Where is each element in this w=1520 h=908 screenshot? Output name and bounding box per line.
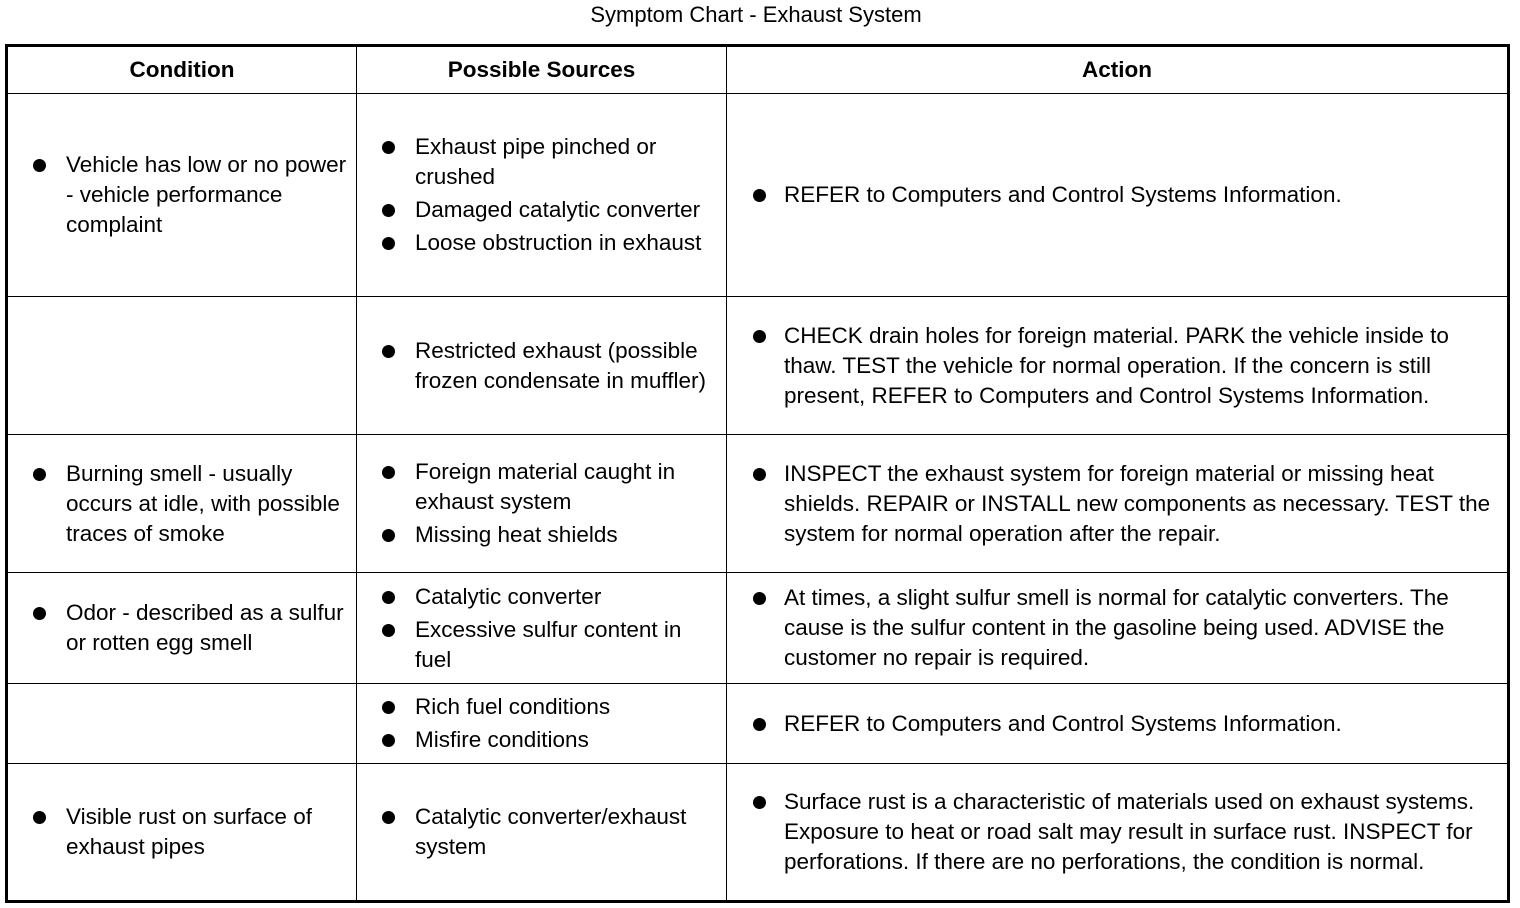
table-row (7, 573, 1509, 684)
source-item: Damaged catalytic converter (357, 195, 726, 225)
sources-cell (357, 684, 727, 764)
source-item: Missing heat shields (357, 520, 726, 550)
table-row (7, 94, 1509, 297)
table-row (7, 297, 1509, 435)
source-item: Catalytic converter (357, 582, 726, 612)
action-item: INSPECT the exhaust system for foreign material or missing heat shields. REPAIR or INSTALL new components as necessary. TEST the system for normal operation after the repair. (727, 459, 1507, 549)
condition-item: Vehicle has low or no power - vehicle performance complaint (8, 150, 356, 240)
source-item: Exhaust pipe pinched or crushed (357, 132, 726, 192)
table-row (7, 764, 1509, 902)
symptom-chart-table (5, 44, 1510, 903)
source-item: Restricted exhaust (possible frozen condensate in muffler) (357, 336, 726, 396)
action-cell (727, 297, 1509, 435)
action-item: At times, a slight sulfur smell is normal for catalytic converters. The cause is the sulfur content in the gasoline being used. ADVISE the customer no repair is required. (727, 583, 1507, 673)
source-item: Rich fuel conditions (357, 692, 726, 722)
table-row (7, 435, 1509, 573)
action-item: Surface rust is a characteristic of materials used on exhaust systems. Exposure to heat or road salt may result in surface rust. INSPECT for perforations. If there are no perforations, the condition is normal. (727, 787, 1507, 877)
sources-cell (357, 94, 727, 297)
condition-item: Burning smell - usually occurs at idle, with possible traces of smoke (8, 459, 356, 549)
condition-cell (7, 573, 357, 684)
condition-cell (7, 94, 357, 297)
possible-sources-header: Possible Sources (357, 46, 727, 94)
page-title: Symptom Chart - Exhaust System (590, 2, 922, 27)
action-cell (727, 573, 1509, 684)
action-item: REFER to Computers and Control Systems Information. (727, 709, 1507, 739)
action-cell (727, 684, 1509, 764)
sources-cell (357, 764, 727, 902)
source-item: Foreign material caught in exhaust system (357, 457, 726, 517)
source-item: Loose obstruction in exhaust (357, 228, 726, 258)
table-row (7, 684, 1509, 764)
condition-item: Odor - described as a sulfur or rotten egg smell (8, 598, 356, 658)
action-item: REFER to Computers and Control Systems Information. (727, 180, 1507, 210)
condition-header: Condition (7, 46, 357, 94)
condition-cell (7, 684, 357, 764)
condition-cell (7, 764, 357, 902)
condition-cell (7, 297, 357, 435)
sources-cell (357, 573, 727, 684)
sources-cell (357, 297, 727, 435)
action-header: Action (727, 46, 1509, 94)
header-row (7, 46, 1509, 94)
action-cell (727, 94, 1509, 297)
action-cell (727, 435, 1509, 573)
sources-cell (357, 435, 727, 573)
condition-cell (7, 435, 357, 573)
source-item: Catalytic converter/exhaust system (357, 802, 726, 862)
action-item: CHECK drain holes for foreign material. PARK the vehicle inside to thaw. TEST the vehicle for normal operation. If the concern is still present, REFER to Computers and Control Systems Information. (727, 321, 1507, 411)
condition-item: Visible rust on surface of exhaust pipes (8, 802, 356, 862)
action-cell (727, 764, 1509, 902)
source-item: Excessive sulfur content in fuel (357, 615, 726, 675)
source-item: Misfire conditions (357, 725, 726, 755)
